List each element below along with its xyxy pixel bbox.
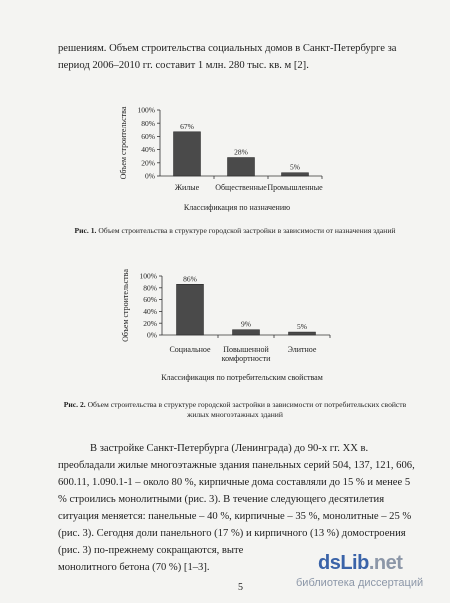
data-label: 67% <box>180 121 194 131</box>
text-line: 600.11, 1.090.1-1 – около 80 %, кирпичные дома составляли до 15 % и менее 5 <box>58 477 411 488</box>
x-tick-label: Промышленные <box>267 183 323 192</box>
data-label: 5% <box>297 322 307 332</box>
watermark-logo-main: dsLib <box>318 552 369 574</box>
page-number: 5 <box>238 582 243 593</box>
figure-caption-text: Объем строительства в структуре городской застройки в зависимости от назначения зданий <box>98 226 396 235</box>
text-line: монолитного бетона (70 %) [1–3]. <box>58 562 210 573</box>
x-tick-label: Общественные <box>215 183 267 192</box>
y-tick-label: 40% <box>141 145 155 155</box>
y-tick-label: 60% <box>141 132 155 141</box>
y-tick-label: 60% <box>143 295 157 305</box>
y-tick-label: 0% <box>147 330 157 340</box>
figure-caption-text: Объем строительства в структуре городской застройки в зависимости от потребительских свойств жилых многоэтажных зданий <box>87 400 407 419</box>
text-line: (рис. 3) по-прежнему сокращаются, выте <box>58 545 244 556</box>
data-label: 28% <box>234 147 248 157</box>
figure-1-caption <box>58 226 412 236</box>
data-label: 9% <box>241 319 251 329</box>
y-tick-label: 40% <box>143 307 157 316</box>
y-tick-label: 80% <box>143 283 157 293</box>
text-line: ситуация меняется: панельные – 40 %, кирпичные – 35 %, монолитные – 25 % <box>58 511 412 522</box>
y-axis-title: Объем строительства <box>121 269 130 342</box>
x-axis-title: Классификация по потребительским свойствам <box>161 373 323 382</box>
chart-bar <box>233 330 260 335</box>
figure-2-caption <box>58 400 412 420</box>
text-line: % строились монолитными (рис. 3). В течение следующего десятилетия <box>58 494 385 505</box>
watermark-logo[interactable] <box>318 552 402 575</box>
chart-bar <box>174 132 201 176</box>
x-tick-label: Повышенной <box>223 345 269 354</box>
x-tick-label: Социальное <box>169 345 211 354</box>
data-label: 86% <box>183 274 197 284</box>
y-axis-title: Объем строительства <box>119 106 128 180</box>
text-line: решениям. Объем строительства социальных домов в Санкт-Петербурге за <box>58 43 397 54</box>
figure-label: Рис. 2. <box>63 400 86 409</box>
chart-bar <box>177 284 204 335</box>
chart-bar <box>289 332 316 335</box>
chart-by-purpose <box>0 100 450 220</box>
chart-bar <box>282 173 309 176</box>
text-line: В застройке Санкт-Петербурга (Ленинграда) до 90-х гг. XX в. <box>90 443 369 454</box>
y-tick-label: 20% <box>141 158 155 168</box>
chart-bar <box>228 158 255 176</box>
data-label: 5% <box>290 162 300 172</box>
x-tick-label: комфортности <box>221 354 271 363</box>
text-line: преобладали жилые многоэтажные здания панельных серий 504, 137, 121, 606, <box>58 460 415 471</box>
paragraph-intro <box>58 40 412 74</box>
y-tick-label: 100% <box>137 105 155 115</box>
x-tick-label: Элитное <box>287 345 317 354</box>
y-tick-label: 100% <box>139 271 157 281</box>
y-tick-label: 0% <box>145 171 155 181</box>
watermark-tagline: библиотека диссертаций <box>296 577 424 589</box>
y-tick-label: 20% <box>143 318 157 328</box>
chart-by-consumer-properties <box>0 266 450 394</box>
text-line: период 2006–2010 гг. составит 1 млн. 280 тыс. кв. м [2]. <box>58 60 309 71</box>
x-tick-label: Жилые <box>174 183 200 192</box>
x-axis-title: Классификация по назначению <box>183 203 291 212</box>
figure-label: Рис. 1. <box>74 226 97 235</box>
text-line: (рис. 3). Сегодня доли панельного (17 %) и кирпичного (13 %) домостроения <box>58 528 406 539</box>
y-tick-label: 80% <box>141 118 155 128</box>
watermark-logo-suffix: .net <box>368 552 403 574</box>
